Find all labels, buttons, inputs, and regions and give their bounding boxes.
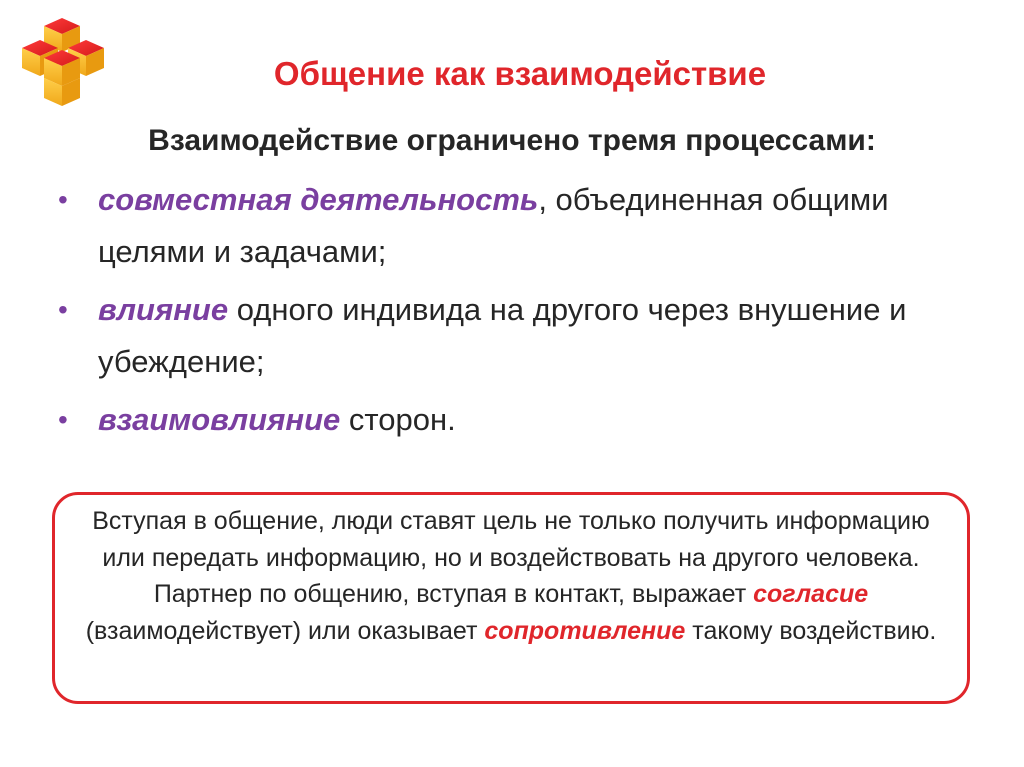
bullet-text: сторон.: [340, 402, 456, 437]
note-box: [52, 492, 970, 704]
note-text: такому воздействию.: [685, 616, 937, 645]
bullet-term: совместная деятельность: [98, 182, 539, 217]
note-text: Вступая в общение, люди ставят цель не только получить информацию или передать информацию, но и воздействовать на другого человека. Партнер по общению, вступая в контакт, выражает: [92, 507, 930, 608]
note-accent-resistance: сопротивление: [484, 616, 686, 645]
bullet-dot-icon: •: [58, 294, 68, 325]
bullet-list: [58, 174, 988, 452]
bullet-item: [58, 174, 988, 278]
note-accent-agreement: согласие: [753, 580, 869, 608]
bullet-term: взаимовлияние: [98, 402, 341, 437]
note-text: (взаимодействует) или оказывает: [85, 616, 485, 645]
bullet-text: , объединенная общими целями и задачами;: [98, 182, 889, 269]
bullet-item: [58, 284, 988, 388]
bullet-dot-icon: •: [58, 404, 68, 435]
bullet-dot-icon: •: [58, 184, 68, 215]
bullet-item: [58, 394, 988, 446]
slide-title: Общение как взаимодействие: [273, 55, 767, 92]
puzzle-cubes-logo: [14, 14, 112, 110]
bullet-text: одного индивида на другого через внушение и убеждение;: [98, 292, 907, 379]
slide-subtitle: Взаимодействие ограничено тремя процессами:: [148, 124, 876, 157]
bullet-term: влияние: [98, 292, 229, 327]
